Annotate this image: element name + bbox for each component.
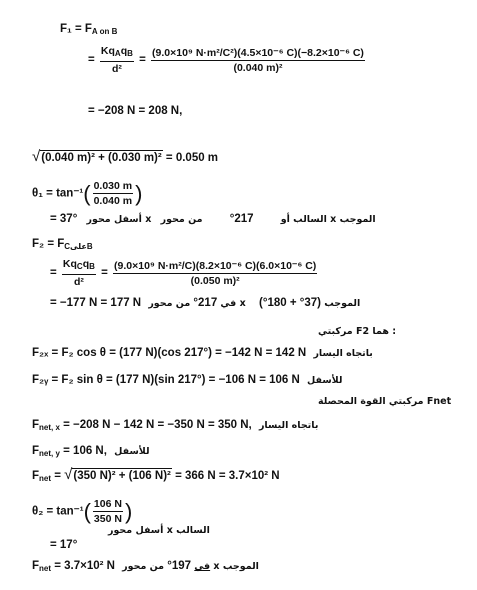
- equals-sign: =: [88, 54, 95, 67]
- theta2-line: [32, 498, 132, 525]
- angle-value: = 37°: [50, 213, 78, 225]
- theta2-value: = 17°: [50, 539, 78, 551]
- f1-result: = −208 N = 208 N,: [88, 105, 183, 117]
- num-q: q: [82, 258, 90, 270]
- f2-numeric-fraction: [113, 260, 317, 287]
- positive-axis-ar: من محور x الموجب: [148, 298, 361, 309]
- f2-components-title: مركبتي F2 هما :: [318, 326, 397, 337]
- f2x-line: [32, 346, 373, 361]
- fnetx-line: [32, 418, 318, 435]
- positive-axis-ar: من محور x الموجب: [160, 214, 376, 225]
- f2y-line: [32, 373, 342, 388]
- distance-result: = 0.050 m: [165, 152, 219, 164]
- theta2-fraction: [93, 498, 123, 525]
- f2-result-line: [50, 296, 360, 311]
- downward-ar: للأسفل: [114, 446, 150, 457]
- coulomb-symbolic-fraction: [100, 45, 134, 75]
- fraction-numerator: 0.030 m: [93, 180, 133, 192]
- final-degrees: 197°: [167, 560, 192, 572]
- angle-line: [50, 212, 376, 227]
- f1-definition: [60, 22, 117, 39]
- fraction-numerator: 106 N: [93, 498, 122, 510]
- num-k: Kq: [100, 45, 115, 57]
- equals-sign: =: [50, 267, 57, 280]
- num-sub-b: B: [89, 262, 95, 271]
- radicand: (350 N)² + (106 N)²: [73, 470, 171, 482]
- theta2-lhs: θ₂ = tan⁻¹: [32, 505, 84, 518]
- square-root: [64, 468, 172, 483]
- fnety-sub: net, y: [39, 449, 60, 458]
- square-root: [32, 150, 163, 165]
- f1-lhs: F₁ = F: [60, 23, 92, 35]
- f2-degrees: 217°: [193, 297, 218, 309]
- fraction-numerator: (9.0×10⁹ N·m²/C²)(4.5×10⁻⁶ C)(−8.2×10⁻⁶ C): [152, 46, 364, 59]
- f1-subscript: A on B: [91, 27, 118, 36]
- fnet-line: [32, 468, 280, 486]
- num-sub-a: A: [114, 49, 121, 58]
- distance-calculation: [32, 150, 218, 165]
- fraction-numerator: (9.0×10⁹ N·m²/C)(8.2×10⁻⁶ C)(6.0×10⁻⁶ C): [114, 259, 317, 272]
- or-ar: أو: [280, 214, 290, 225]
- fraction-denominator: 350 N: [93, 513, 122, 525]
- fnety-line: [32, 444, 150, 461]
- fnetx-equation: = −208 N − 142 N = −350 N = 350 N,: [63, 419, 252, 431]
- radical-icon: √: [64, 466, 73, 483]
- fraction-numerator: [62, 258, 96, 275]
- equals-sign: =: [101, 267, 108, 280]
- final-f: F: [32, 560, 40, 572]
- fraction-denominator: 0.040 m: [93, 195, 133, 207]
- theta1-lhs: θ₁ = tan⁻¹: [32, 187, 84, 200]
- fraction-denominator: (0.040 m)²: [233, 61, 283, 74]
- fraction-numerator: [100, 45, 134, 62]
- f2y-equation: F₂ᵧ = F₂ sin θ = (177 N)(sin 217°) = −106 N = 106 N: [32, 374, 300, 386]
- sub-b: B: [86, 242, 93, 251]
- fnetx-f: F: [32, 419, 40, 431]
- f2-coulomb-line: [50, 258, 319, 288]
- f2-definition: [32, 237, 93, 254]
- num-sub-b: B: [127, 49, 133, 58]
- num-q: q: [120, 45, 128, 57]
- left-paren-icon: (: [83, 180, 91, 206]
- f2-symbolic-fraction: [62, 258, 96, 288]
- f2x-equation: F₂ₓ = F₂ cos θ = (177 N)(cos 217°) = −142 N = 142 N: [32, 347, 307, 359]
- right-paren-icon: ): [124, 498, 133, 524]
- final-magnitude: = 3.7×10² N: [54, 560, 115, 572]
- f2-lhs: F₂ = F: [32, 238, 65, 250]
- angle-degrees: 217°: [229, 213, 254, 225]
- fnet-result: = 366 N = 3.7×10² N: [175, 470, 280, 482]
- angle-sum: (37° + 180°): [259, 297, 321, 309]
- right-paren-icon: ): [135, 180, 143, 206]
- radical-icon: √: [32, 148, 41, 165]
- f1-coulomb-line: [88, 45, 367, 75]
- fnet-f: F: [32, 470, 40, 482]
- f2-result: = −177 N = 177 N: [50, 297, 142, 309]
- sub-c: C: [64, 242, 71, 251]
- coulomb-numeric-fraction: [151, 47, 365, 74]
- fnet-components-title: مركبتي القوة المحصلة Fnet: [318, 396, 452, 407]
- num-k: Kq: [62, 258, 77, 270]
- fnety-f: F: [32, 445, 40, 457]
- theta1-line: [32, 180, 142, 207]
- sub-ar: على: [70, 242, 87, 251]
- left-paren-icon: (: [83, 498, 91, 524]
- fnety-equation: = 106 N,: [63, 445, 107, 457]
- fnet-sub: net: [39, 474, 52, 483]
- f2-subscript: [64, 242, 92, 251]
- final-fnet-line: [32, 559, 259, 576]
- in-ar: في: [194, 561, 211, 572]
- radicand: (0.040 m)² + (0.030 m)²: [41, 152, 162, 164]
- fnetx-sub: net, x: [39, 423, 60, 432]
- fraction-denominator: (0.050 m)²: [190, 274, 240, 287]
- equals-sign: =: [54, 470, 61, 482]
- positive-axis-ar: من محور x الموجب: [122, 561, 259, 572]
- leftward-ar: باتجاه اليسار: [313, 348, 373, 359]
- leftward-ar: باتجاه اليسار: [258, 420, 319, 431]
- theta1-fraction: [93, 180, 134, 207]
- fraction-denominator: d²: [73, 276, 84, 288]
- in-ar: في: [220, 298, 237, 309]
- theta2-description: أسفل محور x السالب: [108, 525, 210, 536]
- final-sub: net: [39, 564, 52, 573]
- num-sub-c: C: [76, 262, 83, 271]
- angle-description-ar: أسفل محور x السالب: [86, 214, 327, 225]
- downward-ar: للأسفل: [307, 375, 343, 386]
- fraction-denominator: d²: [111, 63, 122, 75]
- equals-sign: =: [139, 54, 146, 67]
